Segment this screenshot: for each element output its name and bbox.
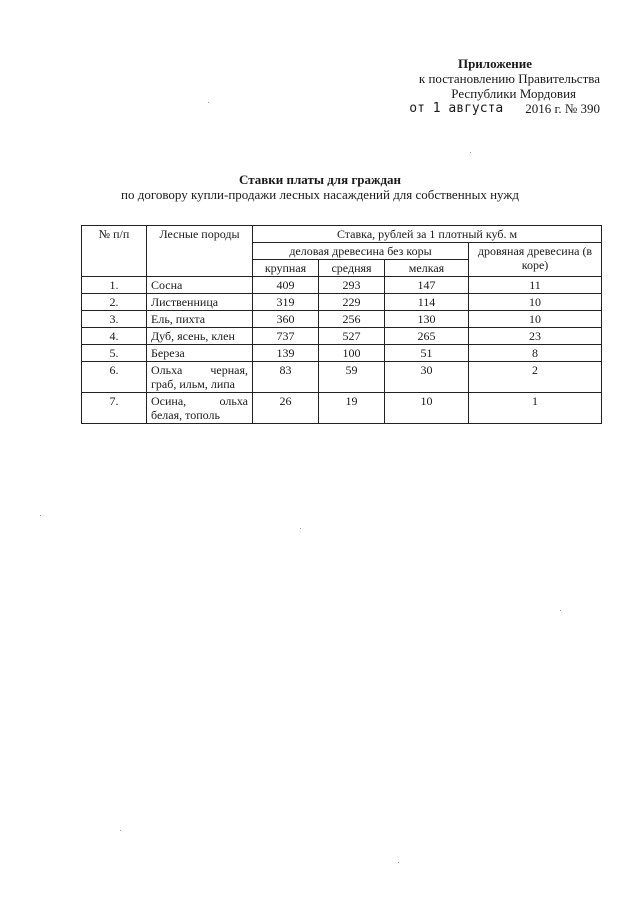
row-species: Сосна	[147, 277, 253, 294]
row-species: Ель, пихта	[147, 311, 253, 328]
row-num: 5.	[82, 345, 147, 362]
row-large: 360	[253, 311, 319, 328]
row-large: 139	[253, 345, 319, 362]
title-main: Ставки платы для граждан	[238, 172, 402, 187]
header-num: № п/п	[82, 226, 147, 277]
row-medium: 100	[319, 345, 385, 362]
date-year: 2016 г.	[525, 101, 562, 116]
header-row-1	[82, 226, 602, 243]
row-species: Дуб, ясень, клен	[147, 328, 253, 345]
row-firewood: 1	[469, 393, 602, 424]
document-title	[0, 172, 640, 202]
row-medium: 59	[319, 362, 385, 393]
row-medium: 527	[319, 328, 385, 345]
header-rate: Ставка, рублей за 1 плотный куб. м	[253, 226, 602, 243]
row-firewood: 11	[469, 277, 602, 294]
row-medium: 256	[319, 311, 385, 328]
header-business: деловая древесина без коры	[253, 243, 469, 260]
row-small: 265	[385, 328, 469, 345]
table-row	[82, 277, 602, 294]
table-row	[82, 311, 602, 328]
decree-number: № 390	[564, 101, 600, 116]
row-num: 7.	[82, 393, 147, 424]
row-firewood: 10	[469, 311, 602, 328]
row-small: 147	[385, 277, 469, 294]
row-medium: 19	[319, 393, 385, 424]
header-firewood: дровяная древесина (в коре)	[469, 243, 602, 277]
table-row	[82, 328, 602, 345]
header-medium: средняя	[319, 260, 385, 277]
table-row	[82, 393, 602, 424]
row-small: 30	[385, 362, 469, 393]
table-body	[82, 277, 602, 424]
row-species: Ольха черная, граб, ильм, липа	[147, 362, 253, 393]
header-species: Лесные породы	[147, 226, 253, 277]
date-stamp: от 1 августа	[409, 101, 504, 116]
table-row	[82, 294, 602, 311]
rates-table	[81, 225, 602, 424]
row-small: 10	[385, 393, 469, 424]
title-sub: по договору купли-продажи лесных насаждений для собственных нужд	[121, 187, 519, 202]
row-num: 2.	[82, 294, 147, 311]
row-large: 409	[253, 277, 319, 294]
header-small: мелкая	[385, 260, 469, 277]
row-species: Береза	[147, 345, 253, 362]
row-small: 114	[385, 294, 469, 311]
row-large: 83	[253, 362, 319, 393]
appendix-heading: Приложение	[457, 56, 533, 71]
row-firewood: 2	[469, 362, 602, 393]
header-large: крупная	[253, 260, 319, 277]
row-num: 4.	[82, 328, 147, 345]
row-num: 6.	[82, 362, 147, 393]
row-firewood: 10	[469, 294, 602, 311]
row-small: 130	[385, 311, 469, 328]
row-large: 319	[253, 294, 319, 311]
row-num: 1.	[82, 277, 147, 294]
row-medium: 229	[319, 294, 385, 311]
table-row	[82, 362, 602, 393]
row-medium: 293	[319, 277, 385, 294]
row-small: 51	[385, 345, 469, 362]
row-firewood: 23	[469, 328, 602, 345]
row-num: 3.	[82, 311, 147, 328]
appendix-date-line	[320, 101, 600, 116]
row-species: Осина, ольха белая, тополь	[147, 393, 253, 424]
row-large: 26	[253, 393, 319, 424]
appendix-block	[320, 56, 600, 116]
row-species: Лиственница	[147, 294, 253, 311]
table-row	[82, 345, 602, 362]
appendix-line-2: Республики Мордовия	[451, 86, 576, 101]
row-large: 737	[253, 328, 319, 345]
row-firewood: 8	[469, 345, 602, 362]
appendix-line-1: к постановлению Правительства	[418, 71, 600, 86]
